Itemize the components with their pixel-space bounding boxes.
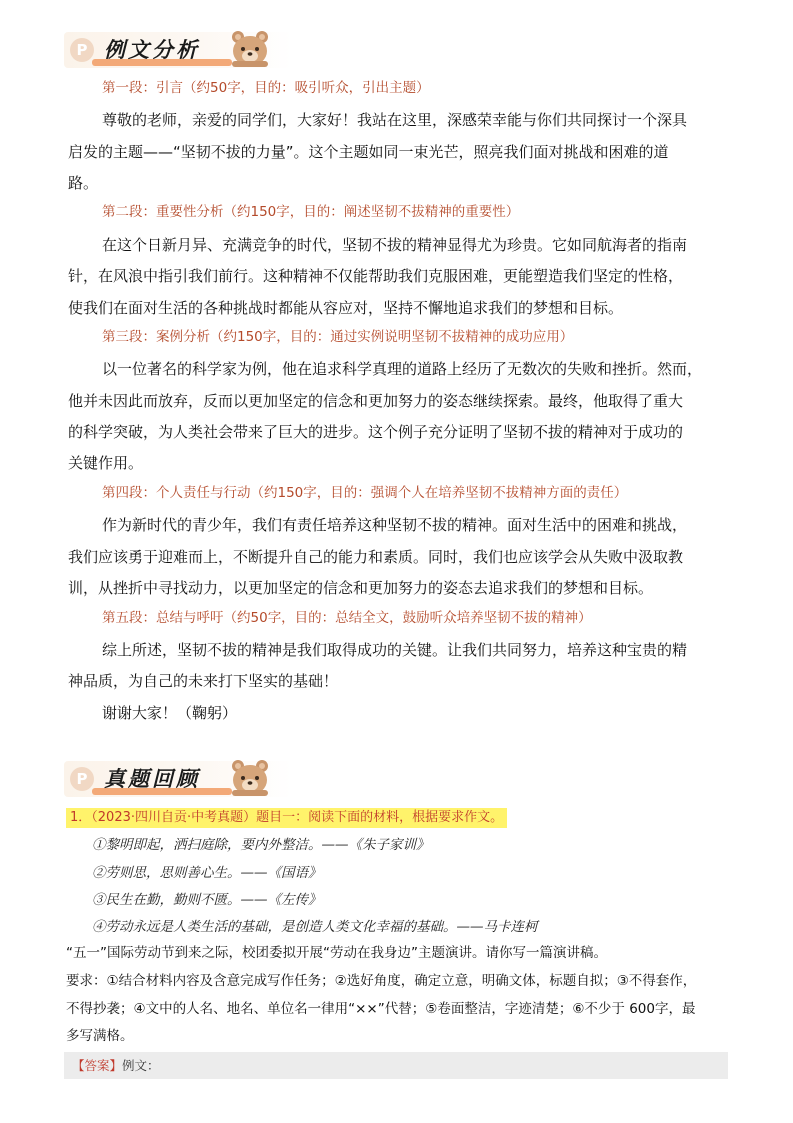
material-quote: ②劳则思，思则善心生。——《国语》 [92,865,322,881]
paragraph-heading: 第一段：引言（约50字，目的：吸引听众，引出主题） [102,80,430,96]
prompt-line: 要求：①结合材料内容及含意完成写作任务；②选好角度，确定立意，明确文体，标题自拟；③不得套作， [66,973,697,989]
body-line: 关键作用。 [68,454,144,472]
bear-mascot-icon [228,757,272,797]
paragraph-heading: 第五段：总结与呼吁（约50字，目的：总结全文，鼓励听众培养坚韧不拔的精神） [102,610,592,626]
body-line: 作为新时代的青少年，我们有责任培养这种坚韧不拔的精神。面对生活中的困难和挑战， [102,516,688,534]
prompt-line: 不得抄袭；④文中的人名、地名、单位名一律用“××”代替；⑤卷面整洁，字迹清楚；⑥不少于 600字，最 [66,1001,696,1017]
body-line: 针，在风浪中指引我们前行。这种精神不仅能帮助我们克服困难，更能塑造我们坚定的性格， [68,267,684,285]
section-banner-example [64,28,294,72]
material-quote: ①黎明即起，洒扫庭除，要内外整洁。——《朱子家训》 [92,837,430,853]
paragraph-heading: 第三段：案例分析（约150字，目的：通过实例说明坚韧不拔精神的成功应用） [102,329,574,345]
answer-tag: 【答案】 [72,1058,123,1073]
body-line: 神品质，为自己的未来打下坚实的基础！ [68,672,339,690]
answer-example-label: 例文： [122,1058,160,1073]
body-line: 我们应该勇于迎难而上，不断提升自己的能力和素质。同时，我们也应该学会从失败中汲取教 [68,548,684,566]
material-quote: ③民生在勤，勤则不匮。——《左传》 [92,892,322,908]
answer-label [72,1056,160,1075]
section-banner-review [64,757,294,801]
paragraph-heading: 第四段：个人责任与行动（约150字，目的：强调个人在培养坚韧不拔精神方面的责任） [102,485,628,501]
body-line: 他并未因此而放弃，反而以更加坚定的信念和更加努力的姿态继续探索。最终，他取得了重大 [68,392,684,410]
body-line: 在这个日新月异、充满竞争的时代，坚韧不拔的精神显得尤为珍贵。它如同航海者的指南 [102,236,688,254]
body-line: 路。 [68,174,99,192]
question-title: 1．（2023·四川自贡·中考真题）题目一：阅读下面的材料，根据要求作文。 [66,808,507,828]
body-line: 训，从挫折中寻找动力，以更加坚定的信念和更加努力的姿态去追求我们的梦想和目标。 [68,579,654,597]
body-line: 使我们在面对生活的各种挑战时都能从容应对，坚持不懈地追求我们的梦想和目标。 [68,299,624,317]
body-line: 尊敬的老师，亲爱的同学们，大家好！我站在这里，深感荣幸能与你们共同探讨一个深具 [102,111,688,129]
body-line: 的科学突破，为人类社会带来了巨大的进步。这个例子充分证明了坚韧不拔的精神对于成功的 [68,423,684,441]
prompt-line: 多写满格。 [66,1028,134,1044]
prompt-line: “五一”国际劳动节到来之际，校团委拟开展“劳动在我身边”主题演讲。请你写一篇演讲稿。 [66,945,607,961]
body-line: 谢谢大家！（鞠躬） [102,704,238,722]
body-line: 以一位著名的科学家为例，他在追求科学真理的道路上经历了无数次的失败和挫折。然而， [102,360,703,378]
body-line: 启发的主题——“坚韧不拔的力量”。这个主题如同一束光芒，照亮我们面对挑战和困难的道 [68,143,669,161]
material-quote: ④劳动永远是人类生活的基础，是创造人类文化幸福的基础。——马卡连柯 [92,919,538,935]
section-title: 例文分析 [104,38,200,62]
section-title: 真题回顾 [104,767,200,791]
bear-mascot-icon [228,28,272,68]
p-badge-icon: P [70,38,94,62]
paragraph-heading: 第二段：重要性分析（约150字，目的：阐述坚韧不拔精神的重要性） [102,204,520,220]
answer-box [64,1052,728,1079]
p-badge-icon: P [70,767,94,791]
body-line: 综上所述，坚韧不拔的精神是我们取得成功的关键。让我们共同努力，培养这种宝贵的精 [102,641,688,659]
